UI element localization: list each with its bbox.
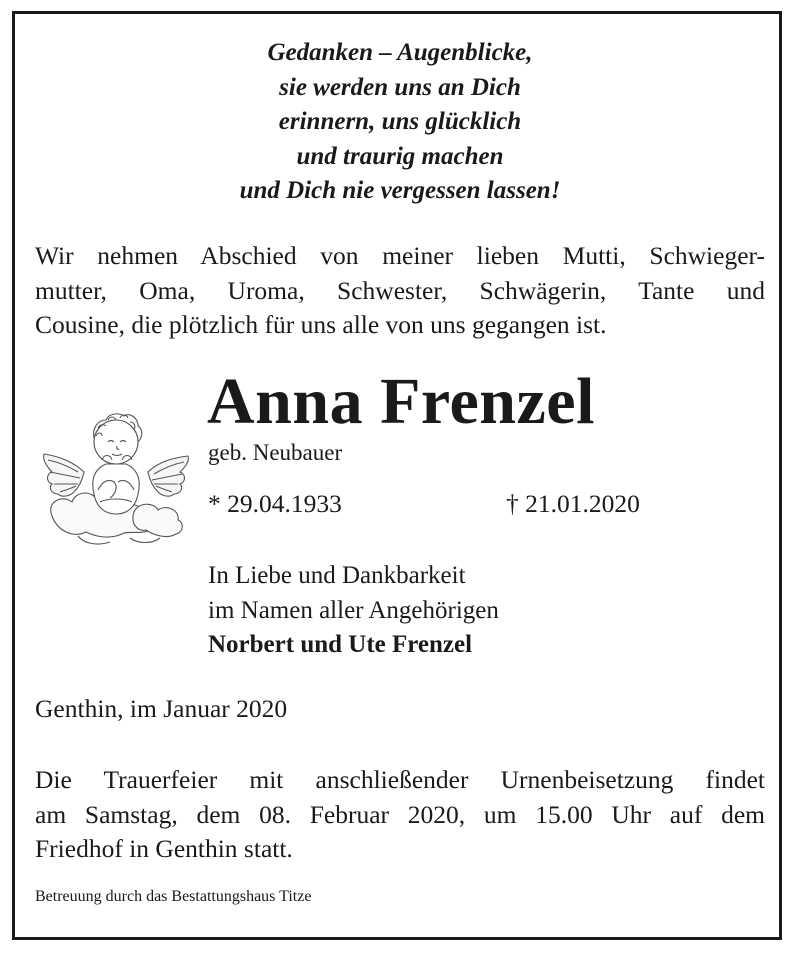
poem-line: und traurig machen (296, 142, 504, 170)
service-line: Friedhof in Genthin statt. (35, 834, 293, 863)
intro-line: Wir nehmen Abschied von meiner lieben Mutti, Schwieger- (35, 241, 765, 270)
poem-line: sie werden uns an Dich (279, 73, 521, 101)
poem-line: Gedanken – Augenblicke, (267, 39, 533, 66)
mourners-block (208, 559, 499, 663)
intro-line: mutter, Oma, Uroma, Schwester, Schwägerin, Tante und (35, 275, 765, 305)
mourners-line: im Namen aller Angehörigen (208, 596, 499, 624)
service-line: Die Trauerfeier mit anschließender Urnenbeisetzung findet (35, 765, 765, 794)
place-date: Genthin, im Januar 2020 (35, 694, 288, 723)
birth-date: * 29.04.1933 (208, 489, 342, 518)
service-line: am Samstag, dem 08. Februar 2020, um 15.00 Uhr auf dem (35, 799, 765, 829)
mourners-names: Norbert und Ute Frenzel (208, 631, 473, 658)
death-date: † 21.01.2020 (506, 489, 640, 518)
maiden-name: geb. Neubauer (208, 440, 343, 465)
intro-text (35, 239, 765, 343)
undertaker-note: Betreuung durch das Bestattungshaus Titze (35, 888, 312, 905)
mourners-line: In Liebe und Dankbarkeit (208, 562, 466, 589)
poem (0, 36, 800, 209)
service-text (35, 763, 765, 867)
poem-line: und Dich nie vergessen lassen! (239, 177, 561, 204)
deceased-name: Anna Frenzel (207, 365, 595, 438)
angel-icon (38, 398, 194, 554)
poem-line: erinnern, uns glücklich (278, 108, 522, 135)
intro-line: Cousine, die plötzlich für uns alle von uns gegangen ist. (35, 310, 607, 339)
